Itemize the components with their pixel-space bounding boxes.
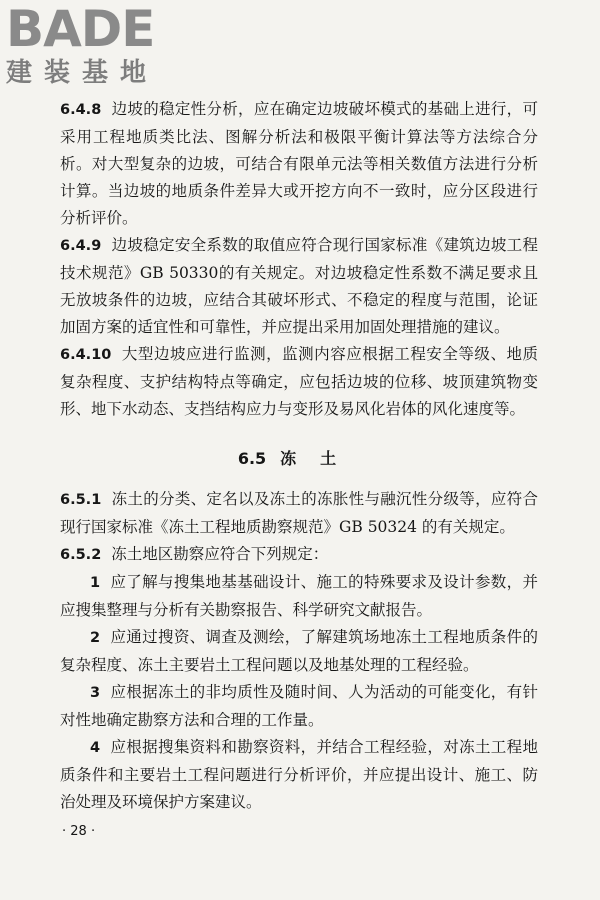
list-item (60, 679, 538, 734)
clause-number: 6.5.1 (60, 492, 102, 508)
clause-text: 冻土地区勘察应符合下列规定： (111, 545, 329, 563)
clause-number: 6.4.9 (60, 238, 102, 254)
item-number: 3 (90, 685, 101, 701)
clause-6-5-1 (60, 486, 538, 541)
page-number: · 28 · (62, 824, 96, 839)
logo-brand: BADE (6, 0, 155, 58)
clause-text: 冻土的分类、定名以及冻土的冻胀性与融沉性分级等，应符合现行国家标准《冻土工程地质勘察规范》GB 50324 的有关规定。 (60, 490, 538, 536)
clause-6-4-10 (60, 341, 538, 423)
item-text: 应根据冻土的非均质性及随时间、人为活动的可能变化，有针对性地确定勘察方法和合理的工作量。 (60, 683, 538, 729)
list-item (60, 569, 538, 624)
clause-number: 6.5.2 (60, 547, 102, 563)
clause-6-4-8 (60, 96, 538, 232)
bade-logo (6, 0, 176, 92)
item-number: 1 (90, 575, 101, 591)
section-number: 6.5 (237, 449, 267, 468)
clause-text: 边坡稳定安全系数的取值应符合现行国家标准《建筑边坡工程技术规范》GB 50330的有关规定。对边坡稳定性系数不满足要求且无放坡条件的边坡，应结合其破坏形式、不稳定的程度与范围，论证加固方案的适宜性和可靠性，并应提出采用加固处理措施的建议。 (60, 236, 538, 336)
item-text: 应根据搜集资料和勘察资料，并结合工程经验，对冻土工程地质条件和主要岩土工程问题进行分析评价，并应提出设计、施工、防治处理及环境保护方案建议。 (60, 738, 538, 811)
list-item (60, 734, 538, 816)
item-number: 2 (90, 630, 101, 646)
clause-number: 6.4.8 (60, 102, 102, 118)
list-item (60, 624, 538, 679)
document-body (60, 96, 538, 816)
clause-text: 边坡的稳定性分析，应在确定边坡破坏模式的基础上进行，可采用工程地质类比法、图解分析法和极限平衡计算法等方法综合分析。对大型复杂的边坡，可结合有限单元法等相关数值方法进行分析计算。当边坡的地质条件差异大或开挖方向不一致时，应分区段进行分析评价。 (60, 100, 538, 227)
section-heading (60, 445, 538, 472)
item-text: 应通过搜资、调查及测绘，了解建筑场地冻土工程地质条件的复杂程度、冻土主要岩土工程问题以及地基处理的工程经验。 (60, 628, 538, 674)
clause-6-4-9 (60, 232, 538, 341)
clause-number: 6.4.10 (60, 347, 112, 363)
item-text: 应了解与搜集地基基础设计、施工的特殊要求及设计参数，并应搜集整理与分析有关勘察报告、科学研究文献报告。 (60, 573, 538, 619)
clause-6-5-2 (60, 541, 538, 569)
logo-subtitle: 建装基地 (6, 58, 159, 88)
section-name: 冻土 (280, 449, 361, 468)
clause-text: 大型边坡应进行监测，监测内容应根据工程安全等级、地质复杂程度、支护结构特点等确定，应包括边坡的位移、坡顶建筑物变形、地下水动态、支挡结构应力与变形及易风化岩体的风化速度等。 (60, 345, 538, 418)
item-number: 4 (90, 740, 101, 756)
